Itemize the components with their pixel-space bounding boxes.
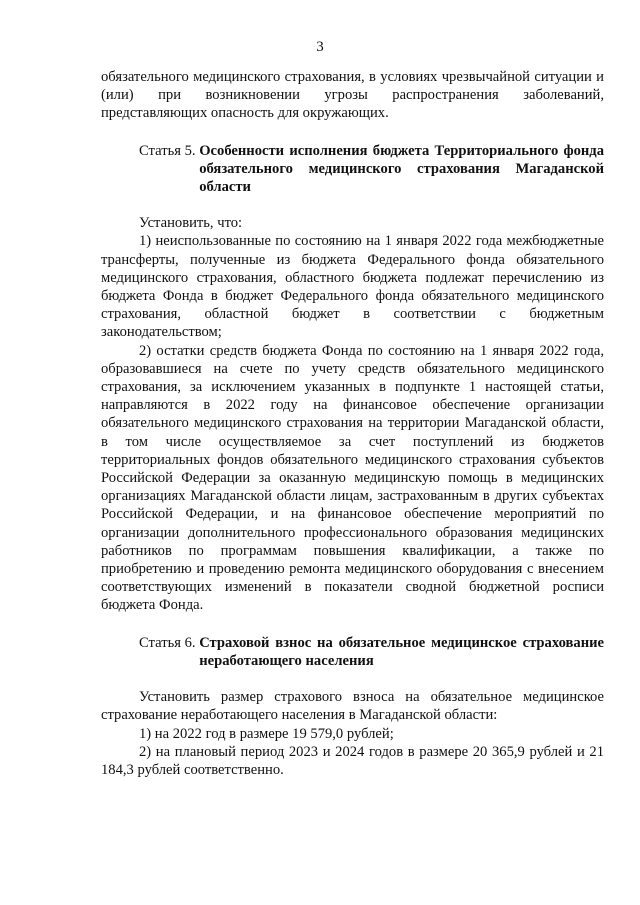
article-5-item-1: 1) неиспользованные по состоянию на 1 января 2022 года межбюджетные трансферты, полученные из бюджета Федерального фонда обязательного медицинского страхования, областного бюджета подлежат перечислению из бюджета Фонда в бюджет Федерального фонда обязательного медицинского страхования, областной бюджет в соответствии с бюджетным законодательством; (101, 233, 604, 341)
intro-paragraph: обязательного медицинского страхования, в условиях чрезвычайной ситуации и (или) при возникновении угрозы распространения заболеваний, представляющих опасность для окружающих. (101, 69, 604, 122)
article-6-item-2: 2) на плановый период 2023 и 2024 годов в размере 20 365,9 рублей и 21 184,3 рублей соответственно. (101, 743, 604, 778)
article-5-item-2: 2) остатки средств бюджета Фонда по состоянию на 1 января 2022 года, образовавшиеся на счете по учету средств обязательного медицинского страхования, за исключением указанных в подпункте 1 настоящей статьи, направляются в 2022 году на финансовое обеспечение организации обязательного медицинского страхования на территории Магаданской области, в том числе осуществляемое за счет поступлений из бюджетов территориальных фондов обязательного медицинского страхования субъектов Российской Федерации за оказанную медицинскую помощь в медицинских организациях Магаданской области лицам, застрахованным в других субъектах Российской Федерации, и на финансовое обеспечение мероприятий по организации дополнительного профессионального образования медицинских работников по программам повышения квалификации, а также по приобретению и проведению ремонта медицинского оборудования с внесением соответствующих изменений в показатели сводной бюджетной росписи бюджета Фонда. (101, 342, 604, 614)
article-6-item-1: 1) на 2022 год в размере 19 579,0 рублей; (139, 725, 394, 742)
article-5-label: Статья 5. (139, 142, 200, 159)
article-6-title: Страховой взнос на обязательное медицинское страхование неработающего населения (199, 634, 604, 669)
article-5-lead: Установить, что: (139, 215, 243, 232)
article-5-title: Особенности исполнения бюджета Территориального фонда обязательного медицинского страхования Магаданской области (199, 142, 604, 196)
document-body (101, 68, 604, 779)
article-6-label: Статья 6. (139, 634, 200, 651)
article-5-heading (139, 142, 604, 197)
page-number: 3 (316, 39, 324, 55)
article-6-heading (139, 634, 604, 670)
article-6-lead: Установить размер страхового взноса на обязательное медицинское страхование неработающего населения в Магаданской области: (101, 689, 604, 724)
